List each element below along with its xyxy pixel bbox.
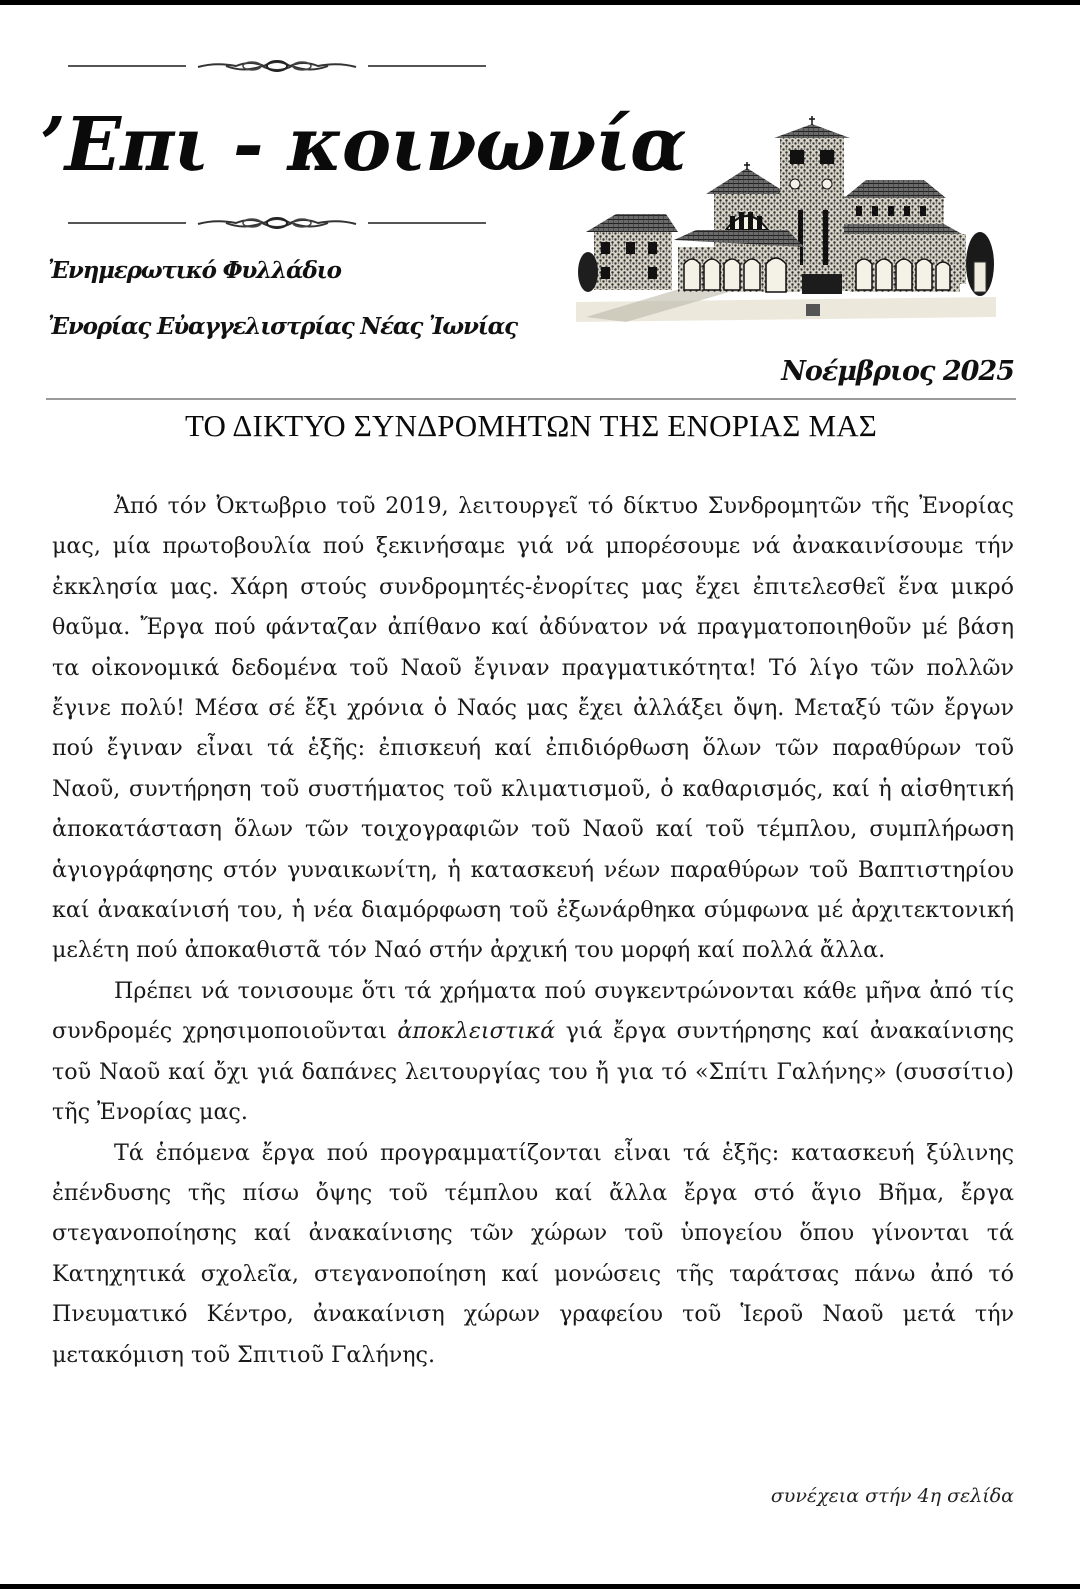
header-rule xyxy=(46,398,1016,400)
church-illustration xyxy=(566,112,1002,326)
paragraph-2-emphasis: ἀποκλειστικά xyxy=(397,1018,556,1045)
paragraph-2-text-end: γιά ἔργα συντήρησης καί ἀνακαίνισης τοῦ Ναοῦ καί ὄχι γιά δαπάνες λειτουργίας του ἤ για τό «Σπίτι Γαλήνης» (συσσίτιο) τῆς Ἐνορίας μας. xyxy=(52,1018,1014,1126)
ornament-divider-top xyxy=(68,59,486,73)
article-title: ΤΟ ΔΙΚΤΥΟ ΣΥΝΔΡΟΜΗΤΩΝ ΤΗΣ ΕΝΟΡΙΑΣ ΜΑΣ xyxy=(184,408,878,443)
scroll-ornament-icon xyxy=(196,59,358,73)
paragraph-1: Ἀπό τόν Ὀκτωβριο τοῦ 2019, λειτουργεῖ τό δίκτυο Συνδρομητῶν τῆς Ἐνορίας μας, μία πρωτοβουλία πού ξεκινήσαμε γιά νά μπορέσουμε νά ἀνακαινίσουμε τήν ἐκκλησία μας. Χάρη στούς συνδρομητές-ἐνορίτες μας ἔχει ἐπιτελεσθεῖ ἕνα μικρό θαῦμα. Ἔργα πού φάνταζαν ἀπίθανο καί ἀδύνατον νά πραγματοποιηθοῦν μέ βάση τα οἰκονομικά δεδομένα τοῦ Ναοῦ ἔγιναν πραγματικότητα! Τό λίγο τῶν πολλῶν ἔγινε πολύ! Μέσα σέ ἔξι χρόνια ὁ Ναός μας ἔχει ἀλλάξει ὄψη. Μεταξύ τῶν ἔργων πού ἔγιναν εἶναι τά ἑξῆς: ἐπισκευή καί ἐπιδιόρθωση ὅλων τῶν παραθύρων τοῦ Ναοῦ, συντήρηση τοῦ συστήματος τοῦ κλιματισμοῦ, ὁ καθαρισμός, καί ἡ αἰσθητική ἀποκατάσταση ὅλων τῶν τοιχογραφιῶν τοῦ Ναοῦ καί τοῦ τέμπλου, συμπλήρωση ἁγιογράφησης στόν γυναικωνίτη, ἡ κατασκευή νέων παραθύρων τοῦ Βαπτιστηρίου καί ἀνακαίνισή του, ἡ νέα διαμόρφωση τοῦ ἐξωνάρθηκα σύμφωνα μέ ἀρχιτεκτονική μελέτη πού ἀποκαθιστᾶ τόν Ναό στήν ἀρχική του μορφή καί πολλά ἄλλα. xyxy=(52,493,1014,964)
scroll-ornament-icon xyxy=(196,216,358,230)
subtitle-parish: Ἐνορίας Εὐαγγελιστρίας Νέας Ἰωνίας xyxy=(48,313,517,340)
issue-date: Νοέμβριος 2025 xyxy=(781,356,1014,387)
ornament-divider-bottom xyxy=(68,216,486,230)
masthead-title: ’Επι - κοινωνία xyxy=(40,102,686,188)
paragraph-2 xyxy=(52,971,1014,1133)
paragraph-2-text: Πρέπει νά τονισουμε ὅτι τά χρήματα πού συγκεντρώνονται κάθε μῆνα ἀπό τίς συνδρομές χρησιμοποιοῦνται xyxy=(52,977,1014,1045)
top-border xyxy=(0,0,1080,5)
article-body xyxy=(52,486,1014,1375)
subtitle-bulletin: Ἐνημερωτικό Φυλλάδιο xyxy=(48,257,341,284)
continuation-note: συνέχεια στήν 4η σελίδα xyxy=(770,1485,1014,1507)
bottom-border xyxy=(0,1584,1080,1589)
paragraph-3: Τά ἑπόμενα ἔργα πού προγραμματίζονται εἶναι τά ἑξῆς: κατασκευή ξύλινης ἐπένδυσης τῆς πίσω ὄψης τοῦ τέμπλου καί ἄλλα ἔργα στό ἅγιο Βῆμα, ἔργα στεγανοποίησης καί ἀνακαίνισης τῶν χώρων τοῦ ὑπογείου ὅπου γίνονται τά Κατηχητικά σχολεῖα, στεγανοποίηση καί μονώσεις τῆς ταράτσας πάνω ἀπό τό Πνευματικό Κέντρο, ἀνακαίνιση χώρων γραφείου τοῦ Ἱεροῦ Ναοῦ μετά τήν μετακόμιση τοῦ Σπιτιοῦ Γαλήνης. xyxy=(52,1139,1014,1368)
